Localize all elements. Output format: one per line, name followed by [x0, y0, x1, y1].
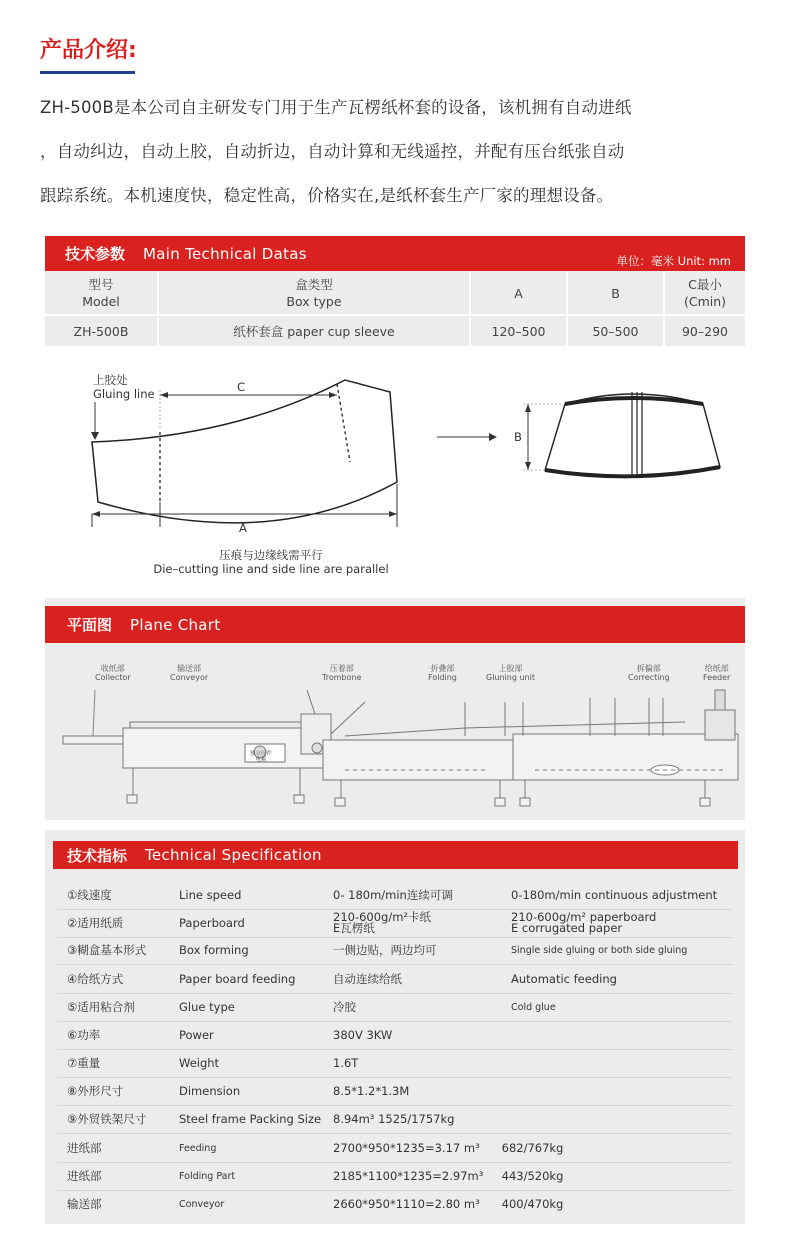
gluing-label: 上胶处 Gluing line	[93, 373, 155, 401]
spec-row	[45, 1190, 745, 1218]
spec-label-en: Feeding	[179, 1142, 217, 1154]
spec-value-cn: 一侧边贴，两边均可	[333, 942, 437, 957]
spec-label-en: Box forming	[179, 942, 249, 957]
control-box-label-1: 独立压件	[249, 751, 273, 757]
folding-label: 折叠部 Folding	[428, 664, 457, 682]
table-row	[45, 315, 745, 347]
spec-row	[45, 936, 745, 964]
spec-label-en: Folding Part	[179, 1170, 236, 1182]
header-cell: A	[470, 272, 567, 315]
spec-value-cn: 0- 180m/min连续可调	[333, 887, 453, 902]
spec-label-en: Glue type	[179, 999, 235, 1014]
spec-title-en: Technical Specification	[145, 846, 322, 864]
spec-label-cn: ⑥功率	[67, 1027, 101, 1042]
spec-label-cn: ⑨外贸铁架尺寸	[67, 1111, 147, 1126]
spec-value-cn: 自动连续给纸	[333, 971, 402, 986]
sleeve-diagram	[45, 362, 745, 582]
spec-row	[45, 1105, 745, 1133]
spec-row	[45, 965, 745, 993]
spec-value-cn: 2660*950*1110=2.80 m³ 400/470kg	[333, 1196, 564, 1211]
spec-value-cn: 2700*950*1235=3.17 m³ 682/767kg	[333, 1140, 564, 1155]
table-cell: ZH-500B	[45, 315, 158, 347]
plane-chart-header	[45, 606, 745, 643]
spec-label-cn: ②适用纸质	[67, 915, 124, 930]
plane-chart-title-cn: 平面图	[67, 616, 113, 634]
spec-row	[45, 1162, 745, 1190]
spec-label-cn: 输送部	[67, 1196, 102, 1211]
intro-line: ，自动纠边，自动上胶，自动折边，自动计算和无线遥控，并配有压台纸张自动	[40, 142, 625, 161]
spec-label-cn: ④给纸方式	[67, 971, 124, 986]
tech-params-title-cn: 技术参数	[65, 245, 126, 263]
spec-label-en: Conveyor	[179, 1198, 225, 1210]
spec-row	[45, 993, 745, 1021]
spec-label-en: Line speed	[179, 887, 242, 902]
spec-value-cn: 8.5*1.2*1.3M	[333, 1083, 410, 1098]
spec-value-cn: 8.94m³ 1525/1757kg	[333, 1111, 455, 1126]
spec-label-cn: ⑧外形尺寸	[67, 1083, 124, 1098]
spec-label-cn: ⑤适用粘合剂	[67, 999, 135, 1014]
intro-line: 跟踪系统。本机速度快，稳定性高，价格实在,是纸杯套生产厂家的理想设备。	[40, 186, 614, 205]
plane-chart-title-en: Plane Chart	[130, 615, 221, 634]
spec-label-en: Steel frame Packing Size	[179, 1111, 322, 1126]
feeder-label: 给纸部 Feeder	[703, 664, 731, 682]
flat-sleeve-shape	[92, 380, 397, 523]
tech-params-header	[45, 236, 745, 271]
spec-label-en: Power	[179, 1027, 214, 1042]
spec-value-cn: 210-600g/m²卡纸 E瓦楞纸	[333, 910, 432, 935]
collector-label: 收纸部 Collector	[95, 664, 131, 682]
tech-params-title-en: Main Technical Datas	[143, 244, 307, 263]
label-c: C	[237, 380, 246, 394]
spec-value-en: 0-180m/min continuous adjustment	[511, 887, 718, 902]
spec-label-cn: ③糊盒基本形式	[67, 942, 147, 957]
spec-row	[45, 1077, 745, 1105]
header-cell: 盒类型 Box type	[158, 272, 470, 315]
correcting-label: 拆偏部 Correcting	[628, 664, 670, 682]
gluing-unit-label: 上胶部 Gluning unit	[486, 664, 535, 682]
spec-label-en: Paper board feeding	[179, 971, 296, 986]
header-cell: 型号 Model	[45, 272, 158, 315]
spec-value-cn: 1.6T	[333, 1055, 359, 1070]
trombone-label: 压着部 Trombone	[322, 664, 362, 682]
conveyor-label: 输送部 Conveyor	[170, 664, 209, 682]
spec-header	[53, 841, 738, 869]
intro-title-underline	[40, 71, 135, 74]
spec-label-cn: 进纸部	[67, 1168, 102, 1183]
table-cell: 纸杯套盒 paper cup sleeve	[158, 315, 470, 347]
spec-label-en: Paperboard	[179, 915, 245, 930]
spec-value-en: Cold glue	[511, 1001, 556, 1013]
spec-label-cn: ⑦重量	[67, 1055, 101, 1070]
spec-row	[45, 909, 745, 937]
label-a: A	[239, 521, 247, 535]
table-cell: 120–500	[470, 315, 567, 347]
spec-value-cn: 冷胶	[333, 999, 356, 1014]
spec-value-en: 210-600g/m² paperboard E corrugated paper	[511, 910, 657, 935]
spec-value-en: Single side gluing or both side gluing	[511, 944, 688, 956]
spec-row	[45, 1134, 745, 1162]
header-cell: C最小 (Cmin)	[664, 272, 745, 315]
diecut-note: 压痕与边缘线需平行 Die–cutting line and side line are parallel	[153, 548, 389, 576]
unit-label: 单位：毫米 Unit: mm	[616, 254, 731, 268]
spec-value-en: Automatic feeding	[511, 971, 617, 986]
header-cell: B	[567, 272, 664, 315]
spec-value-cn: 380V 3KW	[333, 1027, 393, 1042]
tech-params-table	[45, 272, 745, 348]
spec-label-en: Dimension	[179, 1083, 241, 1098]
spec-label-cn: 进纸部	[67, 1140, 102, 1155]
intro-paragraph	[40, 86, 752, 218]
spec-label-cn: ①线速度	[67, 887, 112, 902]
table-header-row	[45, 272, 745, 315]
control-box-label-2: 电箱	[255, 757, 267, 763]
intro-line: ZH-500B是本公司自主研发专门用于生产瓦楞纸杯套的设备，该机拥有自动进纸	[40, 98, 632, 117]
table-cell: 50–500	[567, 315, 664, 347]
spec-value-cn: 2185*1100*1235=2.97m³ 443/520kg	[333, 1168, 564, 1183]
spec-row	[45, 1021, 745, 1049]
label-b: B	[514, 430, 522, 444]
intro-title: 产品介绍:	[40, 38, 137, 63]
spec-row	[45, 881, 745, 909]
spec-label-en: Weight	[179, 1055, 220, 1070]
spec-row	[45, 1049, 745, 1077]
spec-title-cn: 技术指标	[67, 846, 128, 865]
table-cell: 90–290	[664, 315, 745, 347]
